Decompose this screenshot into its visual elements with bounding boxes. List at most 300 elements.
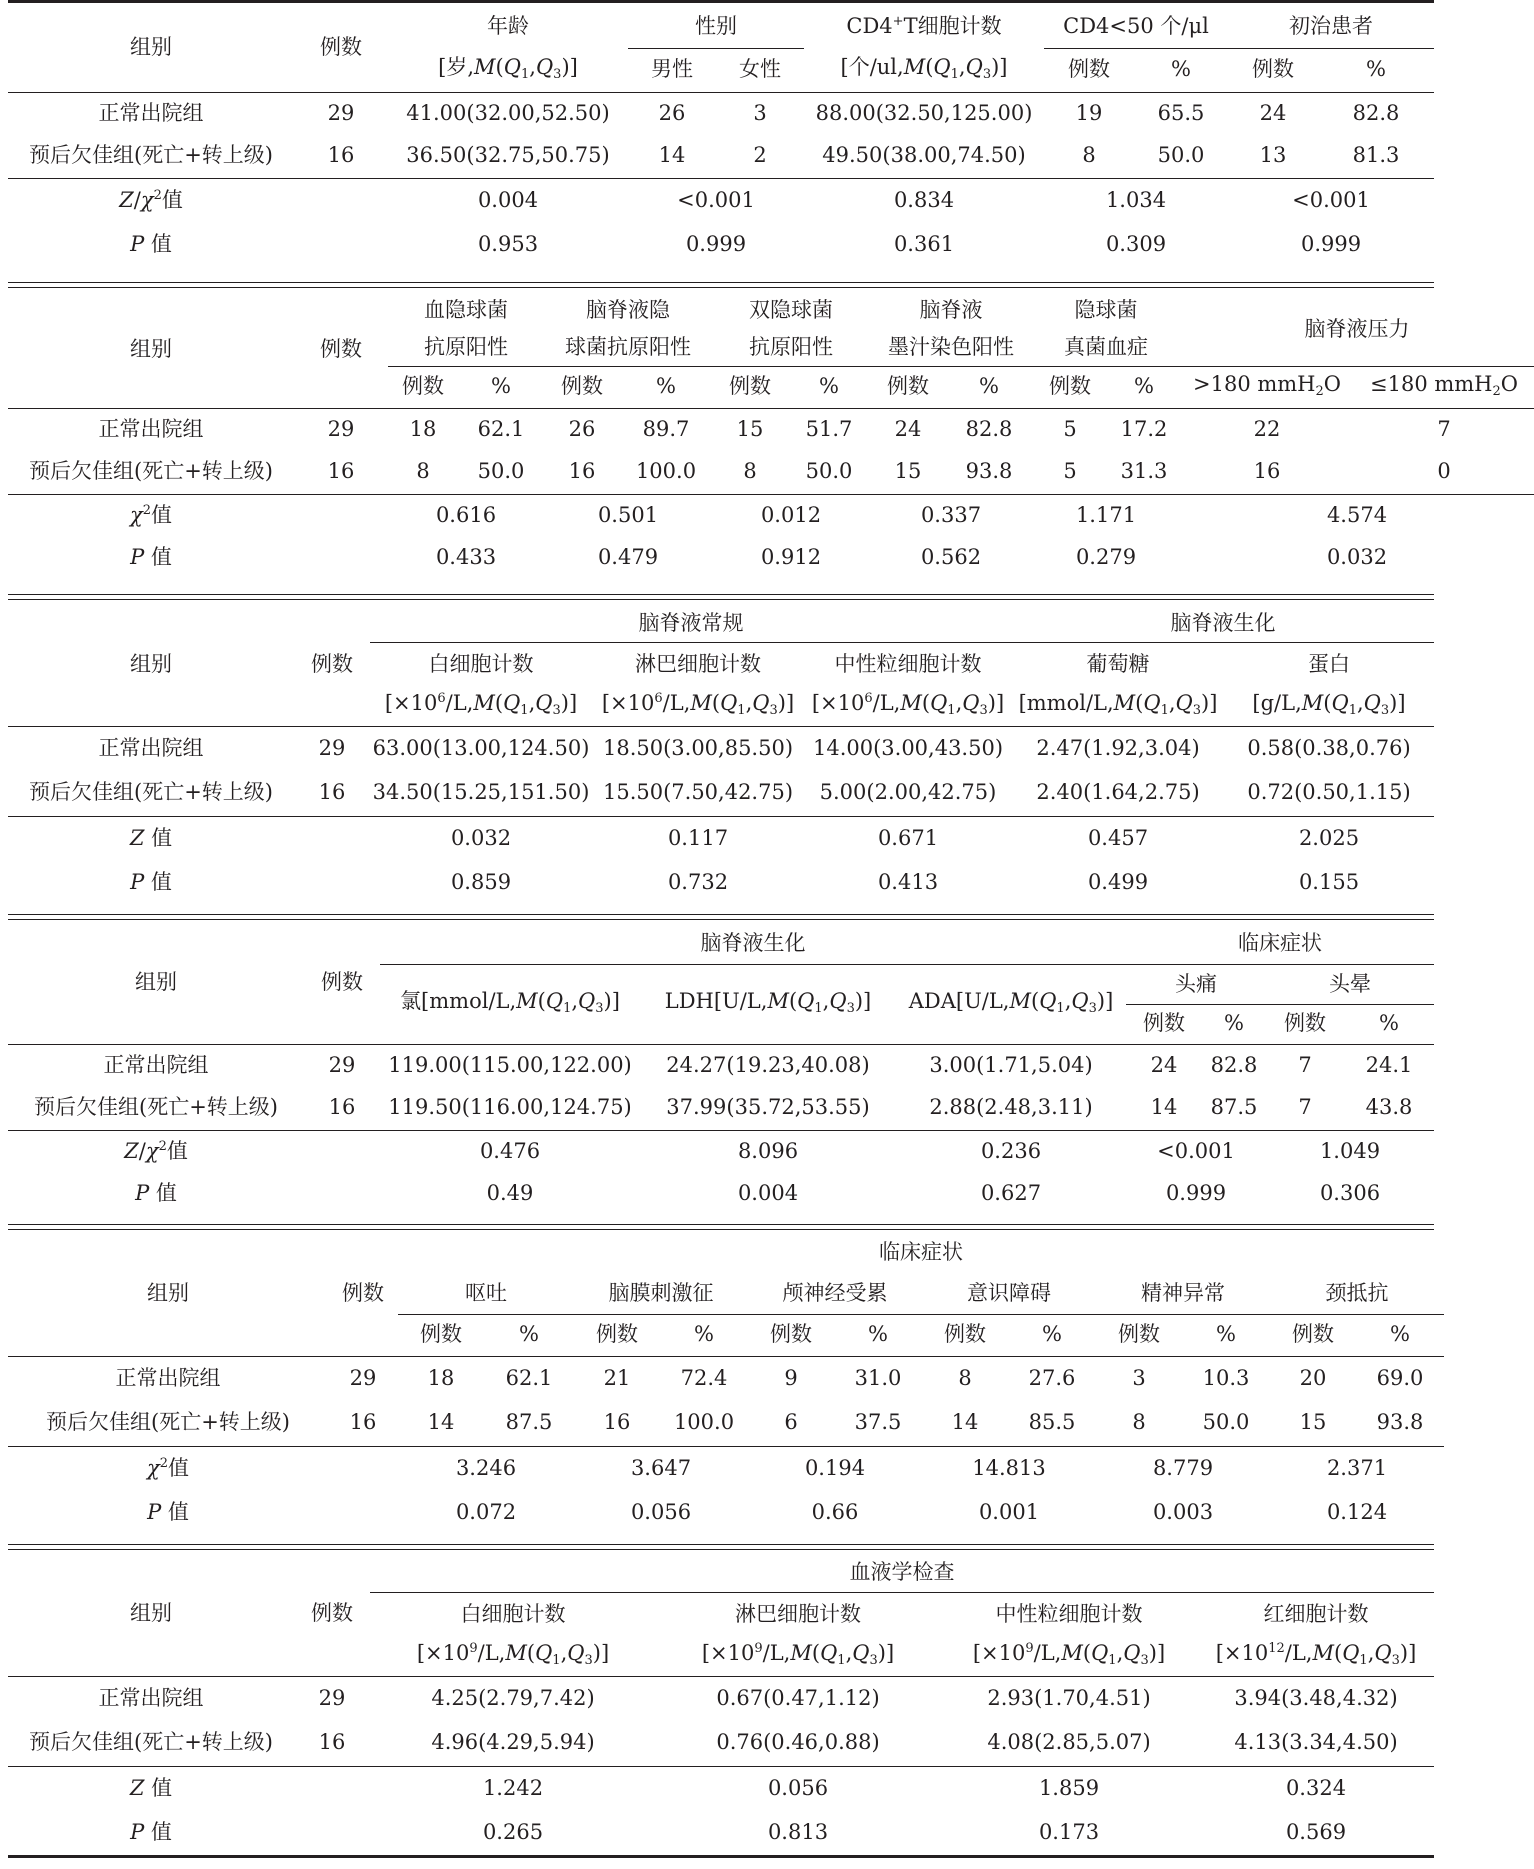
table-4 xyxy=(8,922,1434,1214)
stat-value: 0.457 xyxy=(1087,826,1149,851)
row-n: 16 xyxy=(349,1409,377,1434)
cell: 31.0 xyxy=(854,1366,902,1391)
stat-label: $\chi^2$值 xyxy=(129,503,172,528)
cell: 14 xyxy=(951,1409,979,1434)
p-row xyxy=(8,860,1434,904)
header-unit: $[mmol/L,M(Q_1,Q_3)]$ xyxy=(1018,691,1218,719)
p-row xyxy=(8,1172,1434,1214)
cell: 18 xyxy=(409,417,437,442)
cell: 93.8 xyxy=(1376,1409,1424,1434)
table-2-antigen xyxy=(8,292,1518,578)
cell: 15.50(7.50,42.75) xyxy=(602,779,794,804)
stat-row xyxy=(8,1446,1444,1490)
stat-value: 4.574 xyxy=(1326,503,1388,528)
p-value: 0.056 xyxy=(630,1499,692,1524)
table-2 xyxy=(8,292,1534,578)
header-pct: % xyxy=(819,374,839,399)
cell: 2.47(1.92,3.04) xyxy=(1036,736,1200,761)
header-cranial-nerve: 颅神经受累 xyxy=(748,1272,922,1314)
stat-value: 0.324 xyxy=(1285,1776,1347,1801)
cell: 14 xyxy=(427,1409,455,1434)
cell: 87.5 xyxy=(1210,1094,1258,1119)
stat-value: 0.012 xyxy=(760,503,822,528)
cell: 9 xyxy=(784,1366,798,1391)
row-n: 16 xyxy=(318,779,346,804)
header-vomit: 呕吐 xyxy=(398,1272,574,1314)
cell: 43.8 xyxy=(1365,1094,1413,1119)
header-lymph: 淋巴细胞计数 xyxy=(635,652,761,677)
row-group: 正常出院组 xyxy=(98,736,204,761)
header-n: 例数 xyxy=(320,34,362,59)
cell: 20 xyxy=(1299,1366,1327,1391)
stat-value: 1.049 xyxy=(1319,1139,1381,1164)
cell: 24 xyxy=(1259,101,1287,126)
table-row xyxy=(8,450,1534,492)
header-pressure-high: >180 mmH$_2$O xyxy=(1193,372,1341,400)
header-sub: 墨汁染色阳性 xyxy=(870,328,1032,366)
cell: 8 xyxy=(1132,1409,1146,1434)
header-pct: % xyxy=(694,1322,714,1347)
header-neck-stiff: 颈抵抗 xyxy=(1270,1272,1444,1314)
header-pct: % xyxy=(656,374,676,399)
cell: 82.8 xyxy=(1210,1053,1258,1078)
header-protein: 蛋白 xyxy=(1308,652,1350,677)
table-row xyxy=(8,1086,1434,1128)
section-divider xyxy=(8,914,1434,920)
table-row xyxy=(8,134,1434,176)
cell: 21 xyxy=(603,1366,631,1391)
header-unit: $[\times 10^9/L,M(Q_1,Q_3)]$ xyxy=(972,1641,1166,1669)
stat-row xyxy=(8,1766,1434,1810)
cell: 4.25(2.79,7.42) xyxy=(431,1686,595,1711)
header-cases: 例数 xyxy=(1068,57,1110,82)
cell: 100.0 xyxy=(673,1409,735,1434)
header-dizzy: 头晕 xyxy=(1266,964,1434,1004)
stat-value: 0.194 xyxy=(804,1456,866,1481)
header-headache: 头痛 xyxy=(1126,964,1266,1004)
header-neut: 中性粒细胞计数 xyxy=(834,652,982,677)
header-group: 组别 xyxy=(130,336,172,361)
table-row xyxy=(8,1676,1434,1720)
cell: 2.93(1.70,4.51) xyxy=(987,1686,1151,1711)
p-value: 0.732 xyxy=(667,869,729,894)
row-group: 预后欠佳组(死亡+转上级) xyxy=(34,1094,278,1119)
p-value: 0.004 xyxy=(737,1180,799,1205)
cell: 50.0 xyxy=(477,458,525,483)
cell: 24 xyxy=(1150,1053,1178,1078)
stat-value: 3.647 xyxy=(630,1456,692,1481)
row-n: 29 xyxy=(349,1366,377,1391)
table-5 xyxy=(8,1232,1444,1534)
section-divider xyxy=(8,282,1434,288)
cell: 8 xyxy=(1082,142,1096,167)
cell: 5.00(2.00,42.75) xyxy=(819,779,997,804)
header-cases: 例数 xyxy=(596,1322,638,1347)
cell: 3.00(1.71,5.04) xyxy=(929,1053,1093,1078)
header-neut: 中性粒细胞计数 xyxy=(995,1602,1143,1627)
cell: 24.1 xyxy=(1365,1053,1413,1078)
table-row xyxy=(8,770,1434,814)
stat-value: 1.859 xyxy=(1038,1776,1100,1801)
cell: 93.8 xyxy=(965,458,1013,483)
header-ada: $ADA[U/L,M(Q_1,Q_3)]$ xyxy=(908,989,1114,1017)
header-wbc: 白细胞计数 xyxy=(428,652,534,677)
header-cases: 例数 xyxy=(1143,1011,1185,1036)
p-row xyxy=(8,1490,1444,1534)
table-row xyxy=(8,408,1534,450)
p-value: 0.433 xyxy=(435,544,497,569)
header-unit: $[\times 10^9/L,M(Q_1,Q_3)]$ xyxy=(416,1641,610,1669)
header-group: 组别 xyxy=(135,969,177,994)
stat-value: 14.813 xyxy=(972,1456,1046,1481)
cell: 22 xyxy=(1253,417,1281,442)
p-value: 0.953 xyxy=(477,231,539,256)
table-6 xyxy=(8,1552,1434,1858)
cell: 81.3 xyxy=(1352,142,1400,167)
p-label: P 值 xyxy=(130,544,172,569)
p-row xyxy=(8,222,1434,266)
cell: 72.4 xyxy=(680,1366,728,1391)
cell: 17.2 xyxy=(1120,417,1168,442)
stat-value: <0.001 xyxy=(1157,1139,1235,1164)
cell: 3 xyxy=(753,101,767,126)
cell: 26 xyxy=(658,101,686,126)
cell: 24 xyxy=(894,417,922,442)
cell: 49.50(38.00,74.50) xyxy=(822,142,1026,167)
header-ink-stain: 脑脊液 xyxy=(919,297,983,322)
header-glucose: 葡萄糖 xyxy=(1086,652,1150,677)
p-label: P 值 xyxy=(130,231,172,256)
header-cases: 例数 xyxy=(887,374,929,399)
stat-value: <0.001 xyxy=(677,188,755,213)
table-row xyxy=(8,1720,1434,1764)
header-pct: % xyxy=(519,1322,539,1347)
header-n: 例数 xyxy=(311,651,353,676)
cell: 14 xyxy=(1150,1094,1178,1119)
p-value: 0.569 xyxy=(1285,1819,1347,1844)
header-pressure-low: ≤180 mmH$_2$O xyxy=(1370,372,1518,400)
cell: 62.1 xyxy=(505,1366,553,1391)
p-value: 0.173 xyxy=(1038,1819,1100,1844)
p-value: 0.499 xyxy=(1087,869,1149,894)
cell: 16 xyxy=(1253,458,1281,483)
header-group: 组别 xyxy=(130,651,172,676)
stat-value: 0.236 xyxy=(980,1139,1042,1164)
cell: 36.50(32.75,50.75) xyxy=(406,142,610,167)
cell: 34.50(15.25,151.50) xyxy=(372,779,590,804)
p-row xyxy=(8,536,1534,578)
cell: 6 xyxy=(784,1409,798,1434)
p-value: 0.66 xyxy=(811,1499,859,1524)
header-pct: % xyxy=(1216,1322,1236,1347)
header-pct: % xyxy=(1390,1322,1410,1347)
stat-value: 8.096 xyxy=(737,1139,799,1164)
header-meningeal: 脑膜刺激征 xyxy=(574,1272,748,1314)
cell: 3.94(3.48,4.32) xyxy=(1234,1686,1398,1711)
header-csf-routine: 脑脊液常规 xyxy=(370,604,1012,642)
stat-row xyxy=(8,494,1534,536)
header-cases: 例数 xyxy=(1118,1322,1160,1347)
header-unit: $[g/L,M(Q_1,Q_3)]$ xyxy=(1252,691,1406,719)
cell: 63.00(13.00,124.50) xyxy=(372,736,590,761)
header-pct: % xyxy=(979,374,999,399)
cell: 0.58(0.38,0.76) xyxy=(1247,736,1411,761)
stat-row xyxy=(8,178,1434,222)
p-label: P 值 xyxy=(147,1499,189,1524)
row-group: 正常出院组 xyxy=(98,417,204,442)
header-clinical: 临床症状 xyxy=(1126,922,1434,964)
header-wbc: 白细胞计数 xyxy=(460,1602,566,1627)
stat-value: 0.056 xyxy=(767,1776,829,1801)
p-label: P 值 xyxy=(130,869,172,894)
cell: 8 xyxy=(958,1366,972,1391)
header-cases: 例数 xyxy=(1252,57,1295,82)
header-ldh: $LDH[U/L,M(Q_1,Q_3)]$ xyxy=(664,989,872,1017)
header-sub: 抗原阳性 xyxy=(712,328,870,366)
cell: 100.0 xyxy=(635,458,697,483)
stat-value: 0.616 xyxy=(435,503,497,528)
stat-label: $Z/\chi^2$值 xyxy=(124,1139,188,1164)
header-cases: 例数 xyxy=(944,1322,986,1347)
header-cases: 例数 xyxy=(770,1322,812,1347)
row-n: 16 xyxy=(327,142,355,167)
header-age-unit: [岁$,M(Q_1,Q_3)$] xyxy=(438,55,578,83)
stat-value: 0.834 xyxy=(893,188,955,213)
p-value: 0.124 xyxy=(1326,1499,1388,1524)
cell: 50.0 xyxy=(1202,1409,1250,1434)
table-row xyxy=(8,92,1434,134)
cell: 0.72(0.50,1.15) xyxy=(1247,779,1411,804)
stat-value: 2.025 xyxy=(1298,826,1360,851)
table-3 xyxy=(8,604,1434,904)
row-n: 16 xyxy=(327,458,355,483)
cell: 14 xyxy=(658,142,686,167)
p-value: 0.859 xyxy=(450,869,512,894)
header-double-antigen: 双隐球菌 xyxy=(749,297,833,322)
cell: 37.5 xyxy=(854,1409,902,1434)
header-mental: 精神异常 xyxy=(1096,1272,1270,1314)
stat-value: 0.004 xyxy=(477,188,539,213)
row-group: 预后欠佳组(死亡+转上级) xyxy=(29,779,273,804)
cell: 10.3 xyxy=(1202,1366,1250,1391)
header-fungemia: 隐球菌 xyxy=(1074,297,1138,322)
row-group: 预后欠佳组(死亡+转上级) xyxy=(46,1409,290,1434)
cell: 19 xyxy=(1075,101,1103,126)
p-value: 0.003 xyxy=(1152,1499,1214,1524)
header-pct: % xyxy=(1134,374,1154,399)
header-cases: 例数 xyxy=(420,1322,462,1347)
stat-value: 0.337 xyxy=(920,503,982,528)
header-lymph: 淋巴细胞计数 xyxy=(735,1602,861,1627)
cell: 88.00(32.50,125.00) xyxy=(815,101,1033,126)
top-rule xyxy=(8,0,1434,3)
header-cases: 例数 xyxy=(1284,1011,1326,1036)
p-value: 0.627 xyxy=(980,1180,1042,1205)
row-n: 29 xyxy=(327,101,355,126)
cell: 89.7 xyxy=(642,417,690,442)
cell: 51.7 xyxy=(805,417,853,442)
p-value: 0.999 xyxy=(1300,231,1362,256)
cell: 2.88(2.48,3.11) xyxy=(929,1094,1093,1119)
cell: 15 xyxy=(894,458,922,483)
cell: 2.40(1.64,2.75) xyxy=(1036,779,1200,804)
row-n: 29 xyxy=(318,736,346,761)
header-cd4-text: CD4+T细胞计数 xyxy=(846,13,1002,38)
cell: 5 xyxy=(1063,458,1077,483)
header-cd4 xyxy=(804,4,1044,48)
section-divider xyxy=(8,594,1434,600)
cell: 37.99(35.72,53.55) xyxy=(666,1094,870,1119)
header-n: 例数 xyxy=(342,1280,384,1305)
header-consciousness: 意识障碍 xyxy=(922,1272,1096,1314)
table-6-blood xyxy=(8,1552,1434,1858)
cell: 3 xyxy=(1132,1366,1146,1391)
header-pct: % xyxy=(1366,57,1386,82)
p-label: P 值 xyxy=(135,1180,177,1205)
p-value: 0.032 xyxy=(1326,544,1388,569)
p-value: 0.999 xyxy=(1165,1180,1227,1205)
table-5-clinical xyxy=(8,1232,1434,1534)
cell: 7 xyxy=(1298,1094,1312,1119)
header-unit: $[\times 10^9/L,M(Q_1,Q_3)]$ xyxy=(701,1641,895,1669)
row-group: 预后欠佳组(死亡+转上级) xyxy=(29,1729,273,1754)
cell: 18 xyxy=(427,1366,455,1391)
stat-value: 0.032 xyxy=(450,826,512,851)
cell: 2 xyxy=(753,142,767,167)
stat-value: 0.476 xyxy=(479,1139,541,1164)
header-n: 例数 xyxy=(321,969,363,994)
header-cd4-lt50: CD4<50 个/μl xyxy=(1044,4,1228,48)
p-value: 0.479 xyxy=(597,544,659,569)
row-n: 29 xyxy=(318,1686,346,1711)
p-value: 0.155 xyxy=(1298,869,1360,894)
header-n: 例数 xyxy=(311,1600,353,1625)
header-initial: 初治患者 xyxy=(1228,4,1434,48)
table-row xyxy=(8,1356,1444,1400)
row-group: 正常出院组 xyxy=(98,101,204,126)
header-pct: % xyxy=(868,1322,888,1347)
cell: 13 xyxy=(1259,142,1287,167)
cell: 0.76(0.46,0.88) xyxy=(716,1729,880,1754)
cell: 50.0 xyxy=(805,458,853,483)
cell: 8 xyxy=(743,458,757,483)
p-value: 0.306 xyxy=(1319,1180,1381,1205)
header-sub: 真菌血症 xyxy=(1032,328,1180,366)
cell: 82.8 xyxy=(1352,101,1400,126)
row-group: 正常出院组 xyxy=(98,1686,204,1711)
header-sub: 抗原阳性 xyxy=(388,328,544,366)
header-blood: 血液学检查 xyxy=(370,1552,1434,1592)
cell: 87.5 xyxy=(505,1409,553,1434)
header-cases: 例数 xyxy=(1049,374,1091,399)
stat-row xyxy=(8,1130,1434,1172)
cell: 0 xyxy=(1437,458,1451,483)
table-row xyxy=(8,1044,1434,1086)
section-divider xyxy=(8,1224,1434,1230)
p-value: 0.361 xyxy=(893,231,955,256)
cell: 85.5 xyxy=(1028,1409,1076,1434)
header-chloride: 氯$[mmol/L,M(Q_1,Q_3)]$ xyxy=(400,989,620,1017)
stat-value: <0.001 xyxy=(1292,188,1370,213)
cell: 26 xyxy=(568,417,596,442)
stat-value: 0.501 xyxy=(597,503,659,528)
header-sub: 球菌抗原阳性 xyxy=(544,328,712,366)
header-age: 年龄 xyxy=(487,13,529,38)
stat-value: 1.034 xyxy=(1105,188,1167,213)
cell: 0.67(0.47,1.12) xyxy=(716,1686,880,1711)
header-cases: 例数 xyxy=(1292,1322,1334,1347)
stat-value: 1.242 xyxy=(482,1776,544,1801)
header-csf-antigen: 脑脊液隐 xyxy=(586,297,670,322)
row-group: 正常出院组 xyxy=(103,1053,209,1078)
table-row xyxy=(8,1400,1444,1444)
header-sex: 性别 xyxy=(628,4,804,48)
stat-value: 0.671 xyxy=(877,826,939,851)
stat-value: 8.779 xyxy=(1152,1456,1214,1481)
header-cases: 例数 xyxy=(729,374,771,399)
header-unit: $[\times 10^6/L,M(Q_1,Q_3)]$ xyxy=(601,691,795,719)
table-4-csf-bio xyxy=(8,922,1434,1214)
section-divider xyxy=(8,1544,1434,1550)
p-value: 0.562 xyxy=(920,544,982,569)
row-n: 16 xyxy=(328,1094,356,1119)
cell: 16 xyxy=(603,1409,631,1434)
header-blood-antigen: 血隐球菌 xyxy=(424,297,508,322)
p-row xyxy=(8,1810,1434,1854)
header-pct: % xyxy=(1379,1011,1399,1036)
cell: 27.6 xyxy=(1028,1366,1076,1391)
cell: 18.50(3.00,85.50) xyxy=(602,736,794,761)
cell: 4.96(4.29,5.94) xyxy=(431,1729,595,1754)
stat-label: Z 值 xyxy=(129,826,173,851)
p-value: 0.813 xyxy=(767,1819,829,1844)
cell: 4.08(2.85,5.07) xyxy=(987,1729,1151,1754)
cell: 62.1 xyxy=(477,417,525,442)
p-label: P 值 xyxy=(130,1819,172,1844)
header-group: 组别 xyxy=(147,1280,189,1305)
row-n: 16 xyxy=(318,1729,346,1754)
stat-value: 2.371 xyxy=(1326,1456,1388,1481)
cell: 16 xyxy=(568,458,596,483)
cell: 15 xyxy=(736,417,764,442)
row-n: 29 xyxy=(328,1053,356,1078)
header-male: 男性 xyxy=(651,57,693,82)
stat-label: $\chi^2$值 xyxy=(146,1456,189,1481)
table-1 xyxy=(8,4,1434,266)
cell: 7 xyxy=(1437,417,1451,442)
header-cases: 例数 xyxy=(561,374,603,399)
cell: 8 xyxy=(416,458,430,483)
stat-value: 3.246 xyxy=(455,1456,517,1481)
header-pressure: 脑脊液压力 xyxy=(1180,292,1534,366)
stat-value: 0.117 xyxy=(667,826,729,851)
p-value: 0.413 xyxy=(877,869,939,894)
table-row xyxy=(8,726,1434,770)
cell: 14.00(3.00,43.50) xyxy=(812,736,1004,761)
p-value: 0.072 xyxy=(455,1499,517,1524)
p-value: 0.279 xyxy=(1075,544,1137,569)
header-pct: % xyxy=(1171,57,1191,82)
header-rbc: 红细胞计数 xyxy=(1263,1602,1369,1627)
header-cd4-unit: [个$/ul,M(Q_1,Q_3)$] xyxy=(840,55,1008,83)
stat-label: $Z/\chi^2$值 xyxy=(119,188,183,213)
cell: 4.13(3.34,4.50) xyxy=(1234,1729,1398,1754)
cell: 31.3 xyxy=(1120,458,1168,483)
cell: 69.0 xyxy=(1376,1366,1424,1391)
cell: 82.8 xyxy=(965,417,1013,442)
header-cases: 例数 xyxy=(402,374,444,399)
row-group: 正常出院组 xyxy=(115,1366,221,1391)
